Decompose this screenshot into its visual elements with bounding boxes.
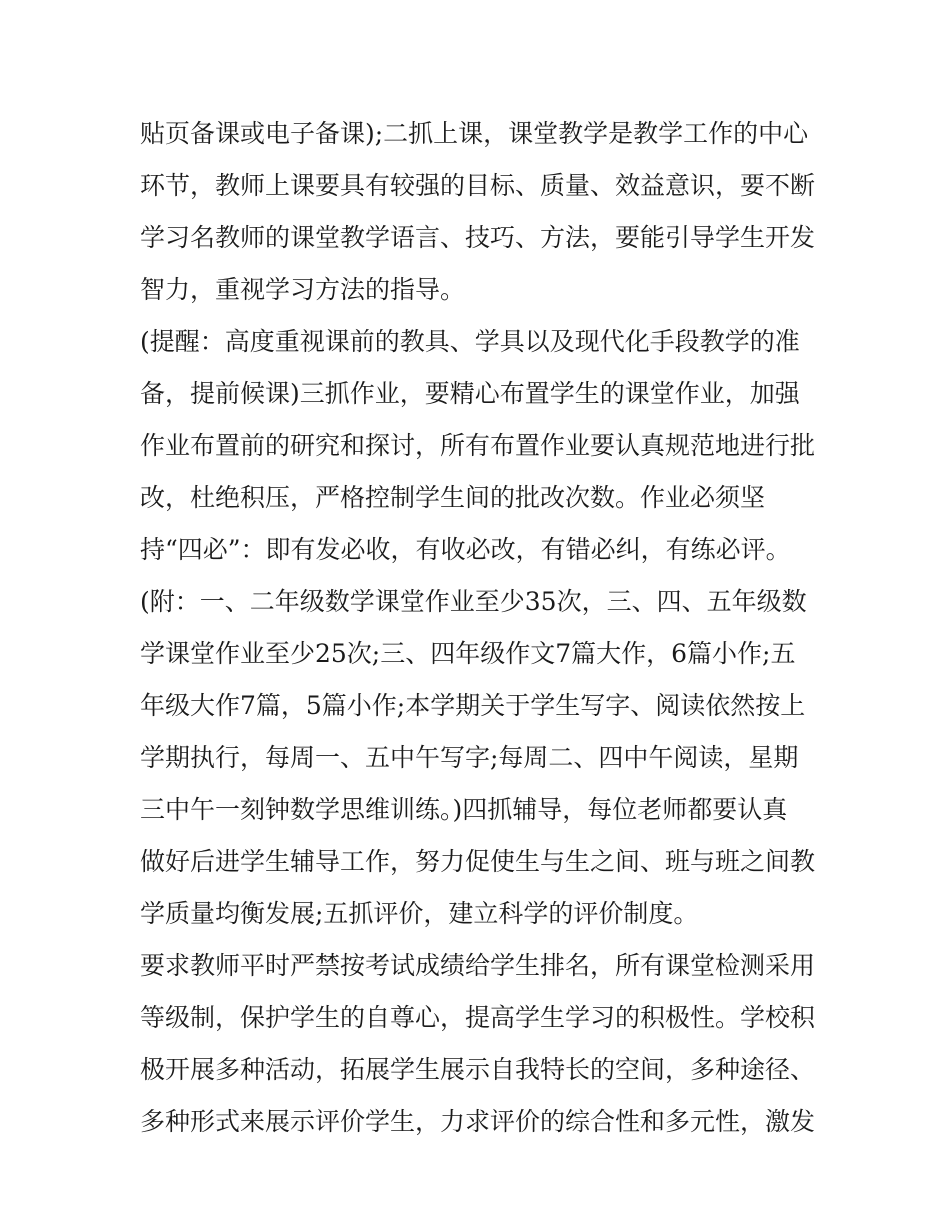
body-text bbox=[140, 108, 820, 1148]
text-line: 三中午一刻钟数学思维训练。)四抓辅导，每位老师都要认真 bbox=[140, 795, 788, 824]
text-line: 做好后进学生辅导工作，努力促使生与生之间、班与班之间教 bbox=[140, 847, 816, 876]
text-line: 贴页备课或电子备课);二抓上课，课堂教学是教学工作的中心 bbox=[140, 119, 809, 148]
text-line: 环节，教师上课要具有较强的目标、质量、效益意识，要不断 bbox=[140, 171, 816, 200]
text-line: 学习名教师的课堂教学语言、技巧、方法，要能引导学生开发 bbox=[140, 223, 816, 252]
text-line: 等级制，保护学生的自尊心，提高学生学习的积极性。学校积 bbox=[140, 1003, 816, 1032]
text-line: 极开展多种活动，拓展学生展示自我特长的空间，多种途径、 bbox=[140, 1055, 816, 1084]
text-line: 智力，重视学习方法的指导。 bbox=[140, 275, 466, 304]
text-line: 多种形式来展示评价学生，力求评价的综合性和多元性，激发 bbox=[140, 1107, 816, 1136]
text-line: (提醒：高度重视课前的教具、学具以及现代化手段教学的准 bbox=[140, 327, 800, 356]
text-line: 学课堂作业至少25次;三、四年级作文7篇大作，6篇小作;五 bbox=[140, 639, 796, 668]
text-line: 持“四必”：即有发必收，有收必改，有错必纠，有练必评。 bbox=[140, 535, 791, 564]
text-line: 学期执行，每周一、五中午写字;每周二、四中午阅读，星期 bbox=[140, 743, 799, 772]
text-line: 学质量均衡发展;五抓评价，建立科学的评价制度。 bbox=[140, 899, 699, 928]
text-line: 改，杜绝积压，严格控制学生间的批改次数。作业必须坚 bbox=[140, 483, 766, 512]
text-line: 要求教师平时严禁按考试成绩给学生排名，所有课堂检测采用 bbox=[140, 951, 816, 980]
text-line: 备，提前候课)三抓作业，要精心布置学生的课堂作业，加强 bbox=[140, 379, 800, 408]
text-line: (附：一、二年级数学课堂作业至少35次，三、四、五年级数 bbox=[140, 587, 807, 616]
text-line: 作业布置前的研究和探讨，所有布置作业要认真规范地进行批 bbox=[140, 431, 816, 460]
text-line: 年级大作7篇，5篇小作;本学期关于学生写字、阅读依然按上 bbox=[140, 691, 806, 720]
